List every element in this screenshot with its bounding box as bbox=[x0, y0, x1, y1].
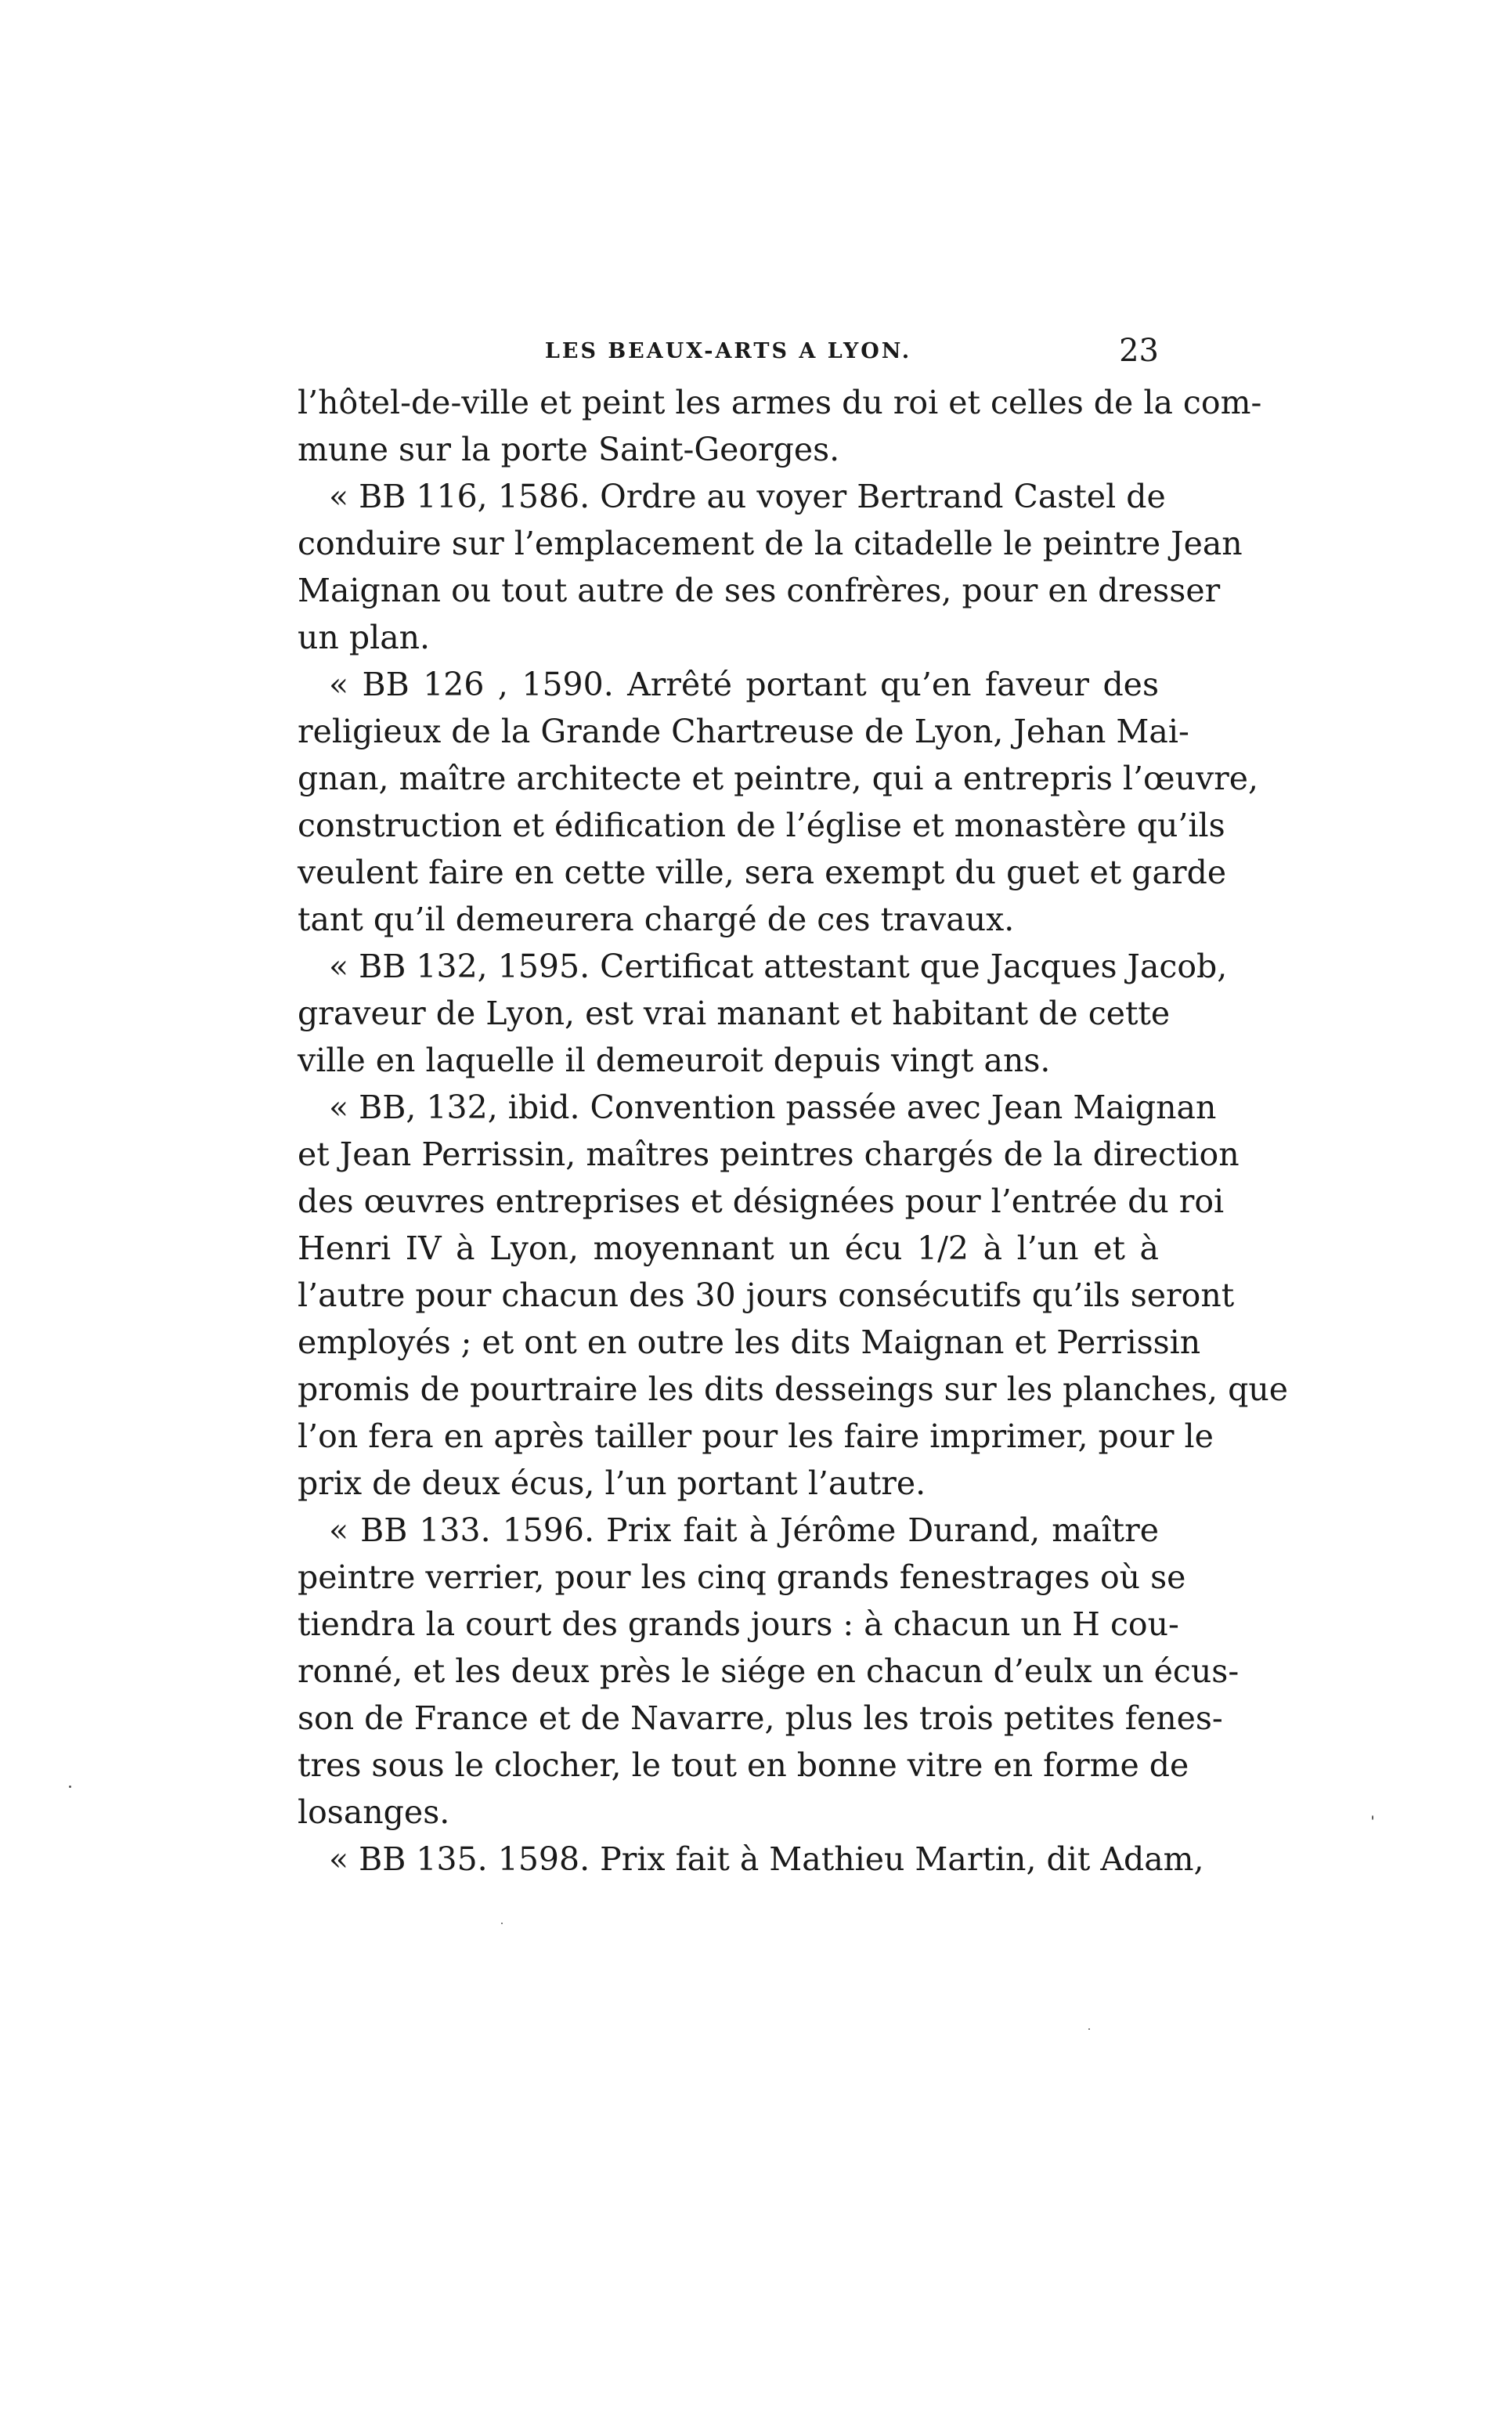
text-line: gnan, maître architecte et peintre, qui a entrepris l’œuvre, bbox=[298, 760, 1259, 797]
page-header bbox=[298, 333, 1159, 380]
paragraph bbox=[298, 1084, 1289, 1507]
body-text bbox=[298, 379, 1289, 1883]
text-line: « BB 135. 1598. Prix fait à Mathieu Martin, dit Adam, bbox=[329, 1840, 1204, 1878]
text-line: religieux de la Grande Chartreuse de Lyon, Jehan Mai- bbox=[298, 713, 1189, 750]
text-line: ville en laquelle il demeuroit depuis vingt ans. bbox=[298, 1042, 1051, 1079]
paragraph bbox=[298, 473, 1243, 661]
text-line: « BB 133. 1596. Prix fait à Jérôme Durand, maître bbox=[329, 1511, 1159, 1549]
text-line: l’autre pour chacun des 30 jours consécutifs qu’ils seront bbox=[298, 1276, 1235, 1314]
text-line: des œuvres entreprises et désignées pour l’entrée du roi bbox=[298, 1183, 1225, 1220]
paragraph bbox=[298, 661, 1259, 943]
text-line: « BB 132, 1595. Certificat attestant que Jacques Jacob, bbox=[329, 948, 1228, 985]
text-line: Maignan ou tout autre de ses confrères, pour en dresser bbox=[298, 572, 1221, 609]
text-line: l’hôtel-de-ville et peint les armes du roi et celles de la com- bbox=[298, 384, 1262, 421]
paragraph bbox=[298, 943, 1228, 1084]
text-line: graveur de Lyon, est vrai manant et habitant de cette bbox=[298, 995, 1171, 1032]
text-line: « BB 116, 1586. Ordre au voyer Bertrand Castel de bbox=[329, 478, 1166, 515]
running-title: LES BEAUX-ARTS A LYON. bbox=[544, 339, 912, 363]
text-line: tres sous le clocher, le tout en bonne vitre en forme de bbox=[298, 1746, 1189, 1784]
text-line: veulent faire en cette ville, sera exempt du guet et garde bbox=[298, 854, 1227, 891]
page-number: 23 bbox=[1119, 333, 1159, 369]
text-line: un plan. bbox=[298, 619, 431, 656]
text-line: Henri IV à Lyon, moyennant un écu 1/2 à l’un et à bbox=[298, 1230, 1159, 1267]
text-line: et Jean Perrissin, maîtres peintres chargés de la direction bbox=[298, 1136, 1240, 1173]
print-speck bbox=[69, 1786, 71, 1788]
paragraph bbox=[298, 379, 1262, 473]
text-line: mune sur la porte Saint-Georges. bbox=[298, 431, 840, 468]
text-line: son de France et de Navarre, plus les trois petites fenes- bbox=[298, 1699, 1223, 1737]
paragraph bbox=[298, 1507, 1240, 1836]
print-speck bbox=[501, 1923, 503, 1924]
print-speck bbox=[1372, 1815, 1373, 1820]
text-line: prix de deux écus, l’un portant l’autre. bbox=[298, 1464, 926, 1502]
text-line: tant qu’il demeurera chargé de ces travaux. bbox=[298, 901, 1015, 938]
text-line: « BB, 132, ibid. Convention passée avec Jean Maignan bbox=[329, 1089, 1217, 1126]
text-line: losanges. bbox=[298, 1793, 450, 1831]
text-line: l’on fera en après tailler pour les faire imprimer, pour le bbox=[298, 1417, 1214, 1455]
text-line: promis de pourtraire les dits desseings sur les planches, que bbox=[298, 1370, 1289, 1408]
text-line: ronné, et les deux près le siége en chacun d’eulx un écus- bbox=[298, 1652, 1240, 1690]
text-line: conduire sur l’emplacement de la citadelle le peintre Jean bbox=[298, 525, 1243, 562]
text-line: « BB 126 , 1590. Arrêté portant qu’en faveur des bbox=[329, 666, 1159, 703]
paragraph bbox=[298, 1836, 1204, 1883]
print-speck bbox=[1088, 2028, 1090, 2030]
text-line: employés ; et ont en outre les dits Maignan et Perrissin bbox=[298, 1323, 1201, 1361]
text-line: construction et édification de l’église et monastère qu’ils bbox=[298, 807, 1225, 844]
text-line: tiendra la court des grands jours : à chacun un H cou- bbox=[298, 1605, 1179, 1643]
text-line: peintre verrier, pour les cinq grands fenestrages où se bbox=[298, 1558, 1186, 1596]
